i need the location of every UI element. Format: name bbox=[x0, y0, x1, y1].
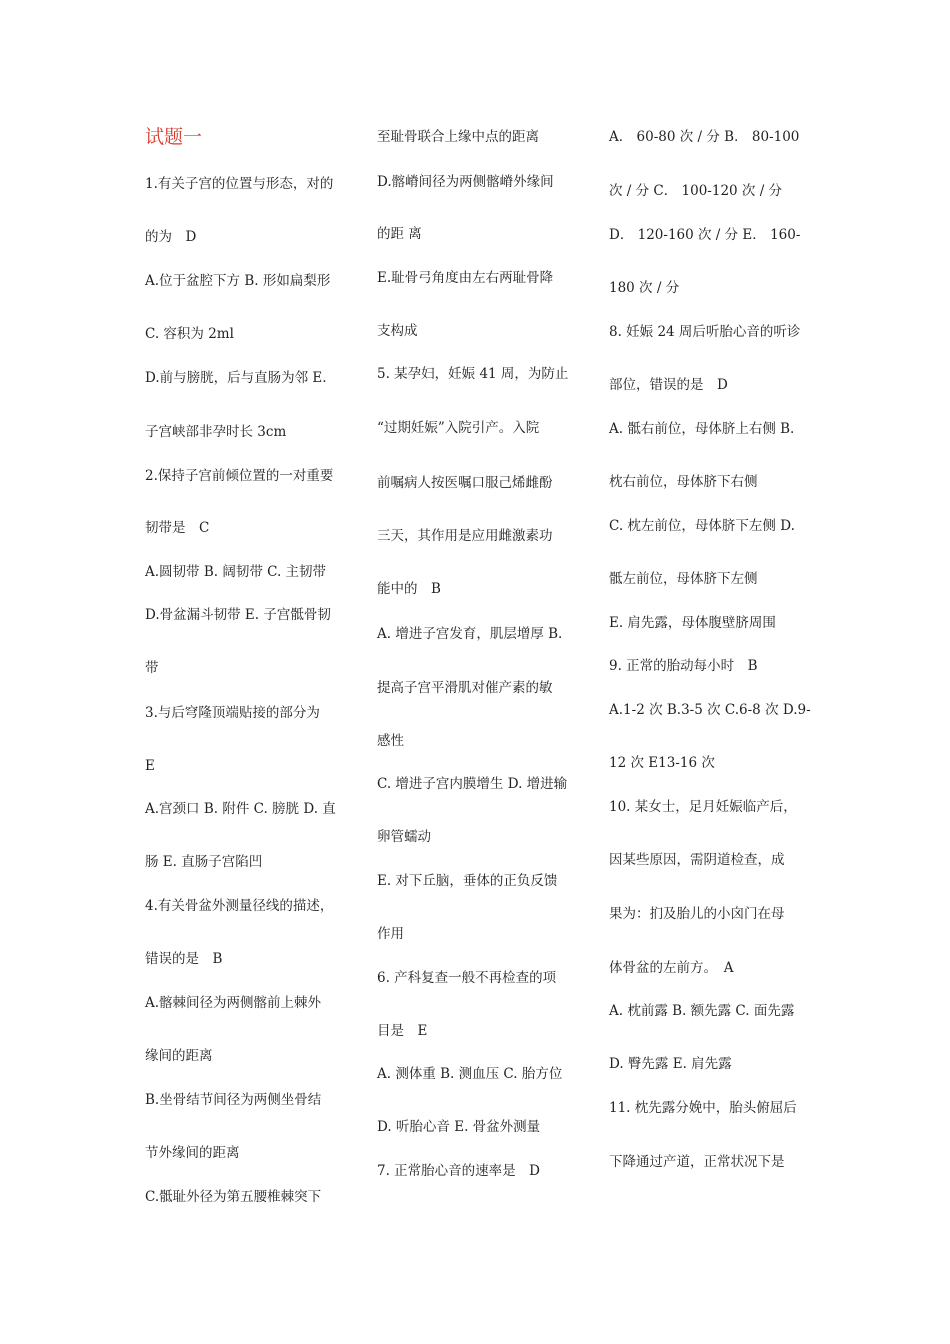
text-line: E. 肩先露，母体腹壁脐周围 bbox=[609, 615, 776, 631]
text-line: 子宫峡部非孕时长 3cm bbox=[145, 424, 287, 440]
text-line: E.耻骨弓角度由左右两耻骨降 bbox=[377, 270, 554, 286]
text-line: 缘间的距离 bbox=[145, 1048, 213, 1064]
text-line: A. 枕前露 B. 额先露 C. 面先露 bbox=[609, 1003, 795, 1019]
text-line: 错误的是 B bbox=[145, 951, 223, 967]
text-line: 卵管蠕动 bbox=[377, 829, 431, 845]
text-line: 1.有关子宫的位置与形态，对的 bbox=[145, 176, 334, 192]
text-line: C. 增进子宫内膜增生 D. 增进输 bbox=[377, 776, 568, 792]
text-line: 3.与后穹隆顶端贴接的部分为 bbox=[145, 705, 320, 721]
text-line: 体骨盆的左前方。 A bbox=[609, 960, 734, 976]
page-title: 试题一 bbox=[145, 126, 203, 148]
text-line: C. 容积为 2ml bbox=[145, 326, 234, 342]
text-line: 肠 E. 直肠子宫陷凹 bbox=[145, 854, 263, 870]
text-line: 目是 E bbox=[377, 1023, 428, 1039]
text-line: A． 60-80 次 / 分 B． 80-100 bbox=[609, 129, 800, 145]
text-line: 节外缘间的距离 bbox=[145, 1145, 240, 1161]
text-line: 因某些原因，需阴道检查，成 bbox=[609, 852, 785, 868]
text-line: 至耻骨联合上缘中点的距离 bbox=[377, 129, 539, 145]
text-line: 的距 离 bbox=[377, 226, 422, 242]
text-line: 带 bbox=[145, 660, 159, 676]
text-line: 2.保持子宫前倾位置的一对重要 bbox=[145, 468, 334, 484]
text-line: A.位于盆腔下方 B. 形如扁梨形 bbox=[145, 273, 331, 289]
text-line: 次 / 分 C． 100-120 次 / 分 bbox=[609, 183, 783, 199]
text-line: 12 次 E13-16 次 bbox=[609, 755, 715, 771]
text-line: 提高子宫平滑肌对催产素的敏 bbox=[377, 680, 553, 696]
text-line: D． 120-160 次 / 分 E． 160- bbox=[609, 227, 801, 243]
text-line: 三天，其作用是应用雌激素功 bbox=[377, 528, 553, 544]
text-line: A. 测体重 B. 测血压 C. 胎方位 bbox=[377, 1066, 563, 1082]
text-line: 下降通过产道，正常状况下是 bbox=[609, 1154, 785, 1170]
text-line: 作用 bbox=[377, 926, 404, 942]
text-line: 果为：扪及胎儿的小囟门在母 bbox=[609, 906, 785, 922]
text-line: A. 骶右前位，母体脐上右侧 B. bbox=[609, 421, 795, 437]
text-line: A. 增进子宫发育，肌层增厚 B. bbox=[377, 626, 563, 642]
text-line: D.骨盆漏斗韧带 E. 子宫骶骨韧 bbox=[145, 607, 331, 623]
text-line: D.前与膀胱，后与直肠为邻 E. bbox=[145, 370, 327, 386]
text-line: A.1-2 次 B.3-5 次 C.6-8 次 D.9- bbox=[609, 702, 811, 718]
text-line: 180 次 / 分 bbox=[609, 280, 680, 296]
text-line: “过期妊娠”入院引产。入院 bbox=[377, 420, 540, 436]
text-line: 前嘱病人按医嘱口服己烯雌酚 bbox=[377, 475, 553, 491]
text-line: A.圆韧带 B. 阔韧带 C. 主韧带 bbox=[145, 564, 327, 580]
text-line: C.骶耻外径为第五腰椎棘突下 bbox=[145, 1189, 322, 1205]
text-line: D. 听胎心音 E. 骨盆外测量 bbox=[377, 1119, 541, 1135]
text-line: A.髂棘间径为两侧髂前上棘外 bbox=[145, 995, 322, 1011]
text-line: 支构成 bbox=[377, 323, 418, 339]
text-line: 感性 bbox=[377, 733, 404, 749]
text-line: 4.有关骨盆外测量径线的描述， bbox=[145, 898, 334, 914]
text-line: 8. 妊娠 24 周后听胎心音的听诊 bbox=[609, 324, 801, 340]
text-line: 韧带是 C bbox=[145, 520, 210, 536]
text-line: 能中的 B bbox=[377, 581, 441, 597]
text-line: D. 臀先露 E. 肩先露 bbox=[609, 1056, 732, 1072]
text-line: 的为 D bbox=[145, 229, 197, 245]
text-line: A.宫颈口 B. 附件 C. 膀胱 D. 直 bbox=[145, 801, 336, 817]
text-line: E bbox=[145, 758, 155, 774]
text-line: 10. 某女士，足月妊娠临产后， bbox=[609, 799, 797, 815]
text-line: 6. 产科复查一般不再检查的项 bbox=[377, 970, 557, 986]
text-line: E. 对下丘脑，垂体的正负反馈 bbox=[377, 873, 558, 889]
text-line: D.髂嵴间径为两侧髂嵴外缘间 bbox=[377, 174, 554, 190]
text-line: 11. 枕先露分娩中，胎头俯屈后 bbox=[609, 1100, 797, 1116]
text-line: B.坐骨结节间径为两侧坐骨结 bbox=[145, 1092, 322, 1108]
text-line: C. 枕左前位，母体脐下左侧 D. bbox=[609, 518, 795, 534]
text-line: 7. 正常胎心音的速率是 D bbox=[377, 1163, 540, 1179]
text-line: 枕右前位，母体脐下右侧 bbox=[609, 474, 758, 490]
text-line: 骶左前位，母体脐下左侧 bbox=[609, 571, 758, 587]
text-line: 部位，错误的是 D bbox=[609, 377, 728, 393]
text-line: 5. 某孕妇，妊娠 41 周，为防止 bbox=[377, 366, 569, 382]
text-line: 9. 正常的胎动每小时 B bbox=[609, 658, 758, 674]
